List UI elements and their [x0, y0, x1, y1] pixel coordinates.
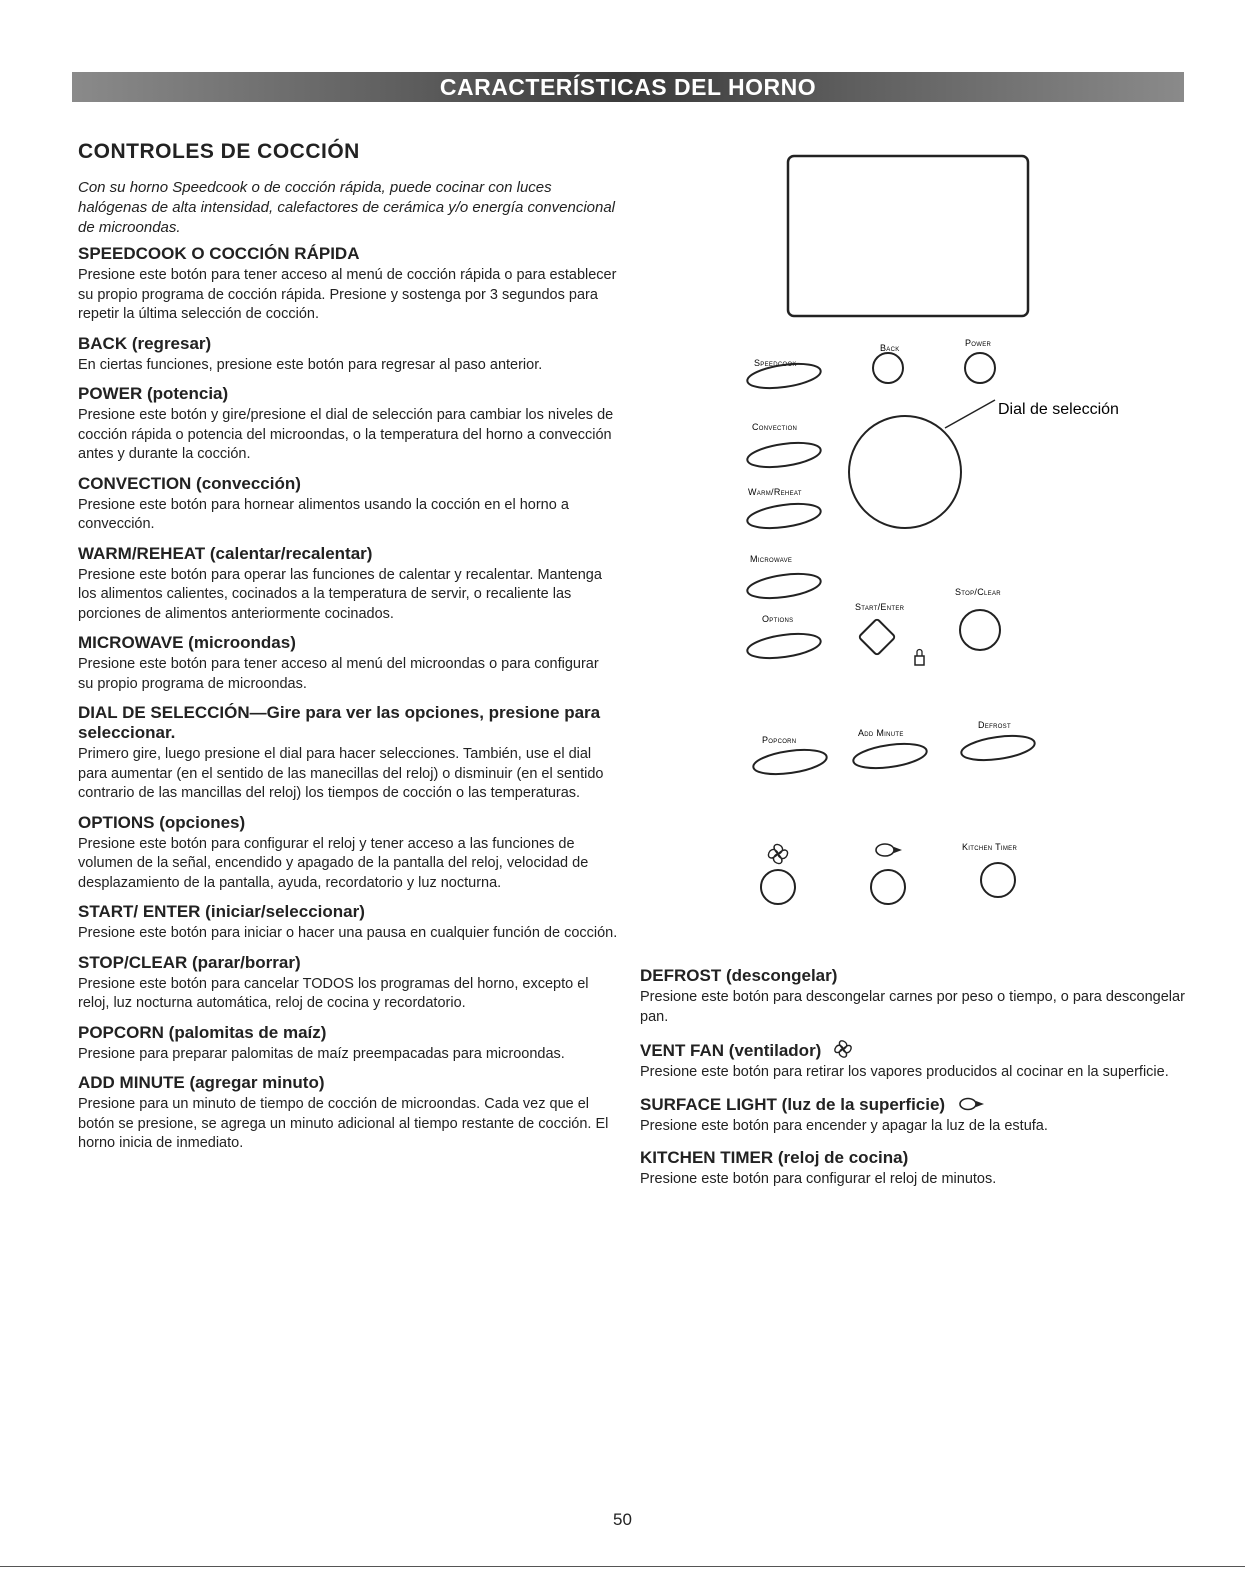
popcorn-label: Popcorn: [762, 735, 797, 745]
section-dial: [78, 703, 618, 804]
section-heading: START/ ENTER (iniciar/seleccionar): [78, 902, 365, 921]
section-power: [78, 384, 618, 465]
section-surface-light: [640, 1095, 1200, 1137]
warm-reheat-label: Warm/Reheat: [748, 487, 802, 497]
intro-text: Con su horno Speedcook o de cocción rápida, puede cocinar con luces halógenas de alta intensidad, calefactores de cerámica y/o energía convencional de microondas.: [78, 179, 616, 236]
start-enter-label: Start/Enter: [855, 602, 905, 612]
selection-dial: [849, 416, 961, 528]
section-body: Presione este botón para configurar el reloj y tener acceso a las funciones de volumen de la señal, encendido y apagado de la pantalla del reloj, velocidad de desplazamiento de la pantalla, ayuda, recordatorio y luz nocturna.: [78, 835, 589, 891]
stop-clear-button: [960, 610, 1000, 650]
section-heading: KITCHEN TIMER (reloj de cocina): [640, 1148, 909, 1167]
options-button: [746, 630, 822, 662]
fan-icon: [768, 844, 787, 863]
lock-icon: [915, 656, 924, 665]
section-body: Presione este botón y gire/presione el dial de selección para cambiar los niveles de cocción rápida o potencia del microondas, o la temperatura del horno a convección antes y durante la cocción.: [78, 407, 614, 462]
microwave-label: Microwave: [750, 554, 793, 564]
section-options: [78, 813, 618, 894]
section-heading: OPTIONS (opciones): [78, 812, 246, 832]
warm-reheat-button: [746, 500, 822, 532]
page-number: 50: [613, 1510, 632, 1529]
section-heading: VENT FAN (ventilador): [640, 1041, 822, 1060]
section-body: Presione para preparar palomitas de maíz preempacadas para microondas.: [78, 1045, 565, 1062]
section-body: Primero gire, luego presione el dial para hacer selecciones. También, use el dial para aumentar (en el sentido de las manecillas del reloj) o disminuir (en el sentido contrario de las mancillas del reloj) los tiempos de cocción o las temperaturas.: [78, 746, 604, 801]
section-popcorn: [78, 1023, 618, 1065]
banner-title: CARACTERÍSTICAS DEL HORNO: [439, 73, 817, 100]
popcorn-button: [752, 746, 828, 778]
microwave-button: [746, 570, 822, 602]
section-body: Presione este botón para retirar los vapores producidos al cocinar en la superficie.: [640, 1064, 1169, 1080]
section-body: Presione este botón para iniciar o hacer una pausa en cualquier función de cocción.: [78, 925, 618, 941]
defrost-button: [960, 732, 1036, 764]
section-heading: MICROWAVE (microondas): [78, 633, 296, 652]
section-kitchen-timer: [640, 1148, 1200, 1190]
section-heading: POPCORN (palomitas de maíz): [78, 1022, 327, 1042]
page-title: CONTROLES DE COCCIÓN: [78, 140, 360, 163]
bottom-rule: [0, 1566, 1245, 1567]
section-body: Presione este botón para hornear alimentos usando la cocción en el horno a convección.: [78, 496, 569, 532]
options-label: Options: [762, 614, 794, 624]
light-icon: [876, 844, 902, 859]
dial-label: Dial de selección: [998, 401, 1119, 418]
control-panel-diagram: [740, 150, 1200, 910]
fan-icon: [832, 1039, 854, 1059]
section-defrost: [640, 966, 1200, 1027]
section-heading: STOP/CLEAR (parar/borrar): [78, 952, 301, 972]
section-heading: POWER (potencia): [78, 384, 229, 403]
light-icon: [958, 1096, 988, 1112]
section-back: [78, 334, 618, 376]
section-heading: WARM/REHEAT (calentar/recalentar): [78, 543, 373, 563]
add-minute-button: [852, 740, 928, 772]
section-heading: BACK (regresar): [78, 333, 212, 353]
section-heading: SPEEDCOOK O COCCIÓN RÁPIDA: [78, 244, 360, 263]
section-stop-clear: [78, 953, 618, 1014]
stop-clear-label: Stop/Clear: [955, 587, 1001, 597]
section-heading: CONVECTION (convección): [78, 473, 301, 493]
speedcook-label: Speedcook: [754, 358, 797, 368]
display-window: [788, 156, 1028, 316]
start-enter-button: [859, 619, 896, 656]
section-heading: DIAL DE SELECCIÓN—Gire para ver las opciones, presione para seleccionar.: [78, 703, 601, 742]
section-body: En ciertas funciones, presione este botón para regresar al paso anterior.: [78, 356, 543, 373]
section-body: Presione este botón para tener acceso al menú de cocción rápida o para establecer su propio programa de cocción rápida. Presione y sostenga por 3 segundos para repetir la última selección de cocción.: [78, 267, 617, 322]
kitchen-timer-button: [981, 863, 1015, 897]
section-heading: SURFACE LIGHT (luz de la superficie): [640, 1094, 946, 1114]
section-banner: [72, 72, 1184, 102]
section-body: Presione este botón para cancelar TODOS los programas del horno, excepto el reloj, luz nocturna automática, reloj de cocina y recordatorio.: [78, 975, 589, 1011]
power-button: [965, 353, 995, 383]
surface-light-button: [871, 870, 905, 904]
back-button: [873, 353, 903, 383]
section-heading: ADD MINUTE (agregar minuto): [78, 1073, 325, 1092]
convection-label: Convection: [752, 422, 798, 432]
section-body: Presione este botón para configurar el reloj de minutos.: [640, 1171, 997, 1187]
section-vent-fan: [640, 1039, 1200, 1083]
section-speedcook: [78, 244, 618, 325]
section-warm-reheat: [78, 544, 618, 625]
section-add-minute: [78, 1073, 618, 1154]
section-body: Presione este botón para descongelar carnes por peso o tiempo, o para descongelar pan.: [640, 989, 1185, 1025]
section-body: Presione este botón para encender y apagar la luz de la estufa.: [640, 1117, 1048, 1134]
section-start-enter: [78, 902, 618, 944]
kitchen-timer-label: Kitchen Timer: [962, 842, 1018, 852]
section-heading: DEFROST (descongelar): [640, 966, 838, 985]
add-minute-label: Add Minute: [858, 728, 904, 738]
section-microwave: [78, 633, 618, 694]
dial-pointer-line: [945, 400, 995, 428]
section-convection: [78, 474, 618, 535]
section-body: Presione para un minuto de tiempo de cocción de microondas. Cada vez que el botón se presione, se agrega un minuto adicional al tiempo restante de cocción. El horno inicia de inmediato.: [78, 1096, 609, 1151]
power-label: Power: [965, 338, 992, 348]
section-body: Presione este botón para tener acceso al menú del microondas o para configurar su propio programa de microondas.: [78, 656, 599, 692]
right-column: [640, 966, 1200, 1202]
defrost-label: Defrost: [978, 720, 1011, 730]
convection-button: [746, 439, 822, 471]
vent-fan-button: [761, 870, 795, 904]
back-label: Back: [880, 343, 900, 353]
left-column: [78, 140, 618, 1163]
section-body: Presione este botón para operar las funciones de calentar y recalentar. Mantenga los alimentos calientes, cocinados a la temperatura de servir, o recaliente las porciones de alimentos anteriormente cocinados.: [78, 566, 602, 622]
